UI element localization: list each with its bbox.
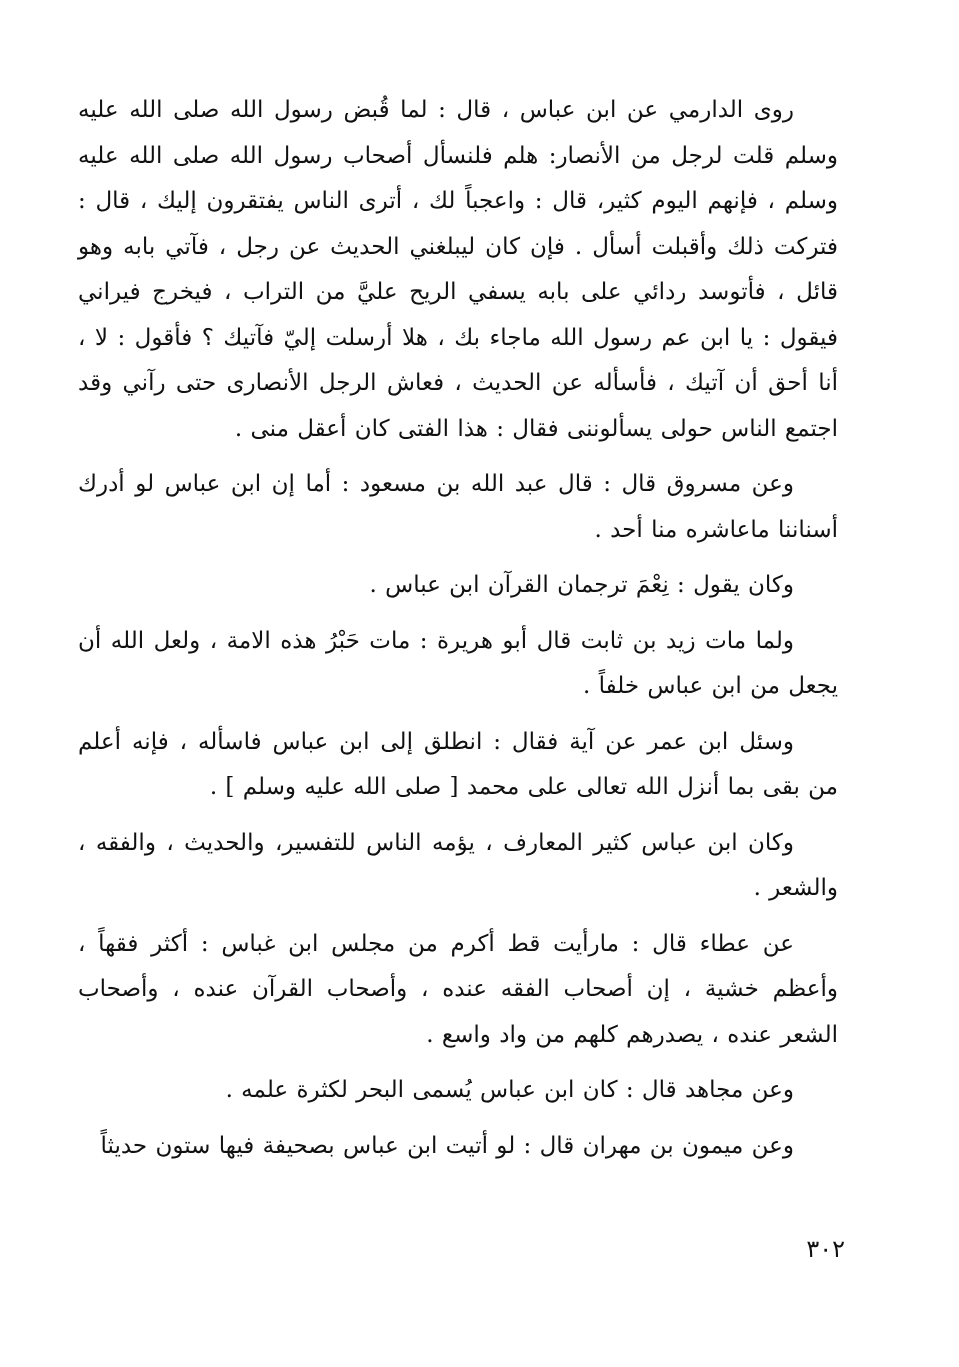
- paragraph-tarjuman: [78, 563, 838, 609]
- paragraph-maarif: [78, 821, 838, 912]
- paragraph-text: روى الدارمي عن ابن عباس ، قال : لما قُبض رسول الله صلى الله عليه وسلم قلت لرجل من الأنصار: هلم فلنسأل أصحاب رسول الله صلى الله عليه وسلم ، فإنهم اليوم كثير، قال : واعجباً لك ، أترى الناس يفتقرون إليك ، قال : فتركت ذلك وأقبلت أسأل . فإن كان ليبلغني الحديث عن رجل ، فآتي بابه وهو قائل ، فأتوسد ردائي على بابه يسفي الريح عليَّ من التراب ، فيخرج فيراني فيقول : يا ابن عم رسول الله ماجاء بك ، هلا أرسلت إليّ فآتيك ؟ فأقول : لا ، أنا أحق أن آتيك ، فأسأله عن الحديث ، فعاش الرجل الأنصارى حتى رآني وقد اجتمع الناس حولى يسألوننى فقال : هذا الفتى كان أعقل منى .: [78, 97, 838, 442]
- paragraph-darimi: [78, 88, 838, 452]
- paragraph-text: وكان ابن عباس كثير المعارف ، يؤمه الناس للتفسير، والحديث ، والفقه ، والشعر .: [78, 829, 838, 901]
- paragraph-text: وعن مجاهد قال : كان ابن عباس يُسمى البحر لكثرة علمه .: [225, 1077, 794, 1103]
- paragraph-text: وسئل ابن عمر عن آية فقال : انطلق إلى ابن عباس فاسأله ، فإنه أعلم من بقى بما أنزل الله تعالى على محمد [ صلى الله عليه وسلم ] .: [78, 728, 838, 800]
- paragraph-text: ولما مات زيد بن ثابت قال أبو هريرة : مات حَبْرُ هذه الامة ، ولعل الله أن يجعل من ابن عباس خلفاً .: [78, 627, 838, 699]
- page-number: ٣٠٢: [806, 1235, 845, 1263]
- page-body: [78, 88, 838, 1288]
- paragraph-text: عن عطاء قال : مارأيت قط أكرم من مجلس ابن غباس : أكثر فقهاً ، وأعظم خشية ، إن أصحاب الفقه عنده ، وأصحاب القرآن عنده ، وأصحاب الشعر عنده ، يصدرهم كلهم من واد واسع .: [78, 930, 838, 1048]
- paragraph-text: وعن مسروق قال : قال عبد الله بن مسعود : أما إن ابن عباس لو أدرك أسناننا ماعاشره منا أحد .: [78, 471, 838, 543]
- paragraph-text: وعن ميمون بن مهران قال : لو أتيت ابن عباس بصحيفة فيها ستون حديثاً: [100, 1132, 794, 1159]
- paragraph-text: وكان يقول : نِعْمَ ترجمان القرآن ابن عباس .: [369, 572, 794, 598]
- paragraph-masruq: [78, 462, 838, 553]
- paragraph-mujahid: [78, 1068, 838, 1114]
- paragraph-ibn-umar: [78, 720, 838, 811]
- paragraph-zaid: [78, 619, 838, 710]
- paragraph-ata: [78, 922, 838, 1059]
- paragraph-maymun: [78, 1124, 838, 1170]
